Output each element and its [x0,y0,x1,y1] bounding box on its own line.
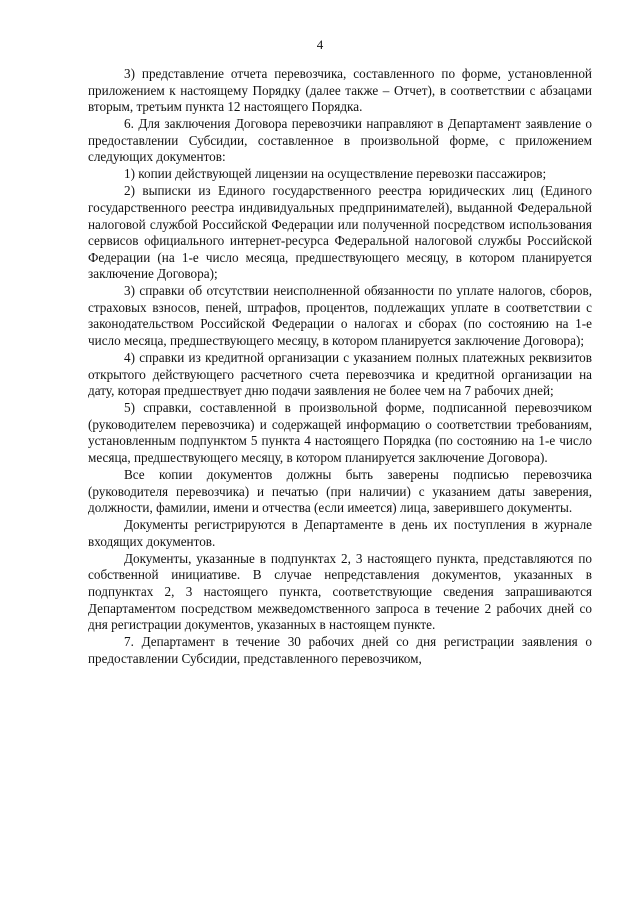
page-number: 4 [316,37,324,52]
paragraph-own-initiative: Документы, указанные в подпунктах 2, 3 настоящего пункта, представляются по собственной инициативе. В случае непредставления документов, указанных в подпунктах 2, 3 настоящего пункта, соответствующие сведения запрашиваются Департаментом посредством межведомственного запроса в течение 2 рабочих дней со дня регистрации документов, указанных в настоящем пункте. [88,550,592,633]
document-body [88,66,592,668]
paragraph-section-7: 7. Департамент в течение 30 рабочих дней со дня регистрации заявления о предоставлении Субсидии, представленного перевозчиком, [88,634,592,666]
paragraph-item-5: 5) справки, составленной в произвольной форме, подписанной перевозчиком (руководителем перевозчика) и содержащей информацию о соответствии требованиям, установленным подпунктом 5 пункта 4 настоящего Порядка (по состоянию на 1-е число месяца, предшествующего месяцу, в котором планируется заключение Договора). [88,400,592,465]
paragraph-copies-certification: Все копии документов должны быть заверены подписью перевозчика (руководителя перевозчика) и печатью (при наличии) с указанием даты заверения, должности, фамилии, имени и отчества (если имеется) лица, заверившего документы. [88,466,592,516]
paragraph-report-item: 3) представление отчета перевозчика, составленного по форме, установленной приложением к настоящему Порядку (далее также – Отчет), в соответствии с абзацами вторым, третьим пункта 12 настоящего Порядка. [88,66,592,115]
paragraph-item-3: 3) справки об отсутствии неисполненной обязанности по уплате налогов, сборов, страховых взносов, пеней, штрафов, процентов, подлежащих уплате в соответствии с законодательством Российской Федерации о налогах и сборах (по состоянию на 1-е число месяца, предшествующего месяцу, в котором планируется заключение Договора); [88,283,592,349]
paragraph-item-4: 4) справки из кредитной организации с указанием полных платежных реквизитов открытого действующего расчетного счета перевозчика и кредитной организации на дату, которая предшествует дню подачи заявления не более чем на 7 рабочих дней; [88,350,592,399]
paragraph-item-1: 1) копии действующей лицензии на осуществление перевозки пассажиров; [124,166,547,182]
paragraph-registration: Документы регистрируются в Департаменте в день их поступления в журнале входящих документов. [88,517,592,549]
paragraph-section-6: 6. Для заключения Договора перевозчики направляют в Департамент заявление о предоставлении Субсидии, составленное в произвольной форме, с приложением следующих документов: [88,116,592,165]
paragraph-item-2: 2) выписки из Единого государственного реестра юридических лиц (Единого государственного реестра индивидуальных предпринимателей), выданной Федеральной налоговой службой Российской Федерации или полученной посредством использования сервисов официального интернет-ресурса Федеральной налоговой службы Российской Федерации (на 1-е число месяца, предшествующего месяцу, в котором планируется заключение Договора); [88,183,592,282]
